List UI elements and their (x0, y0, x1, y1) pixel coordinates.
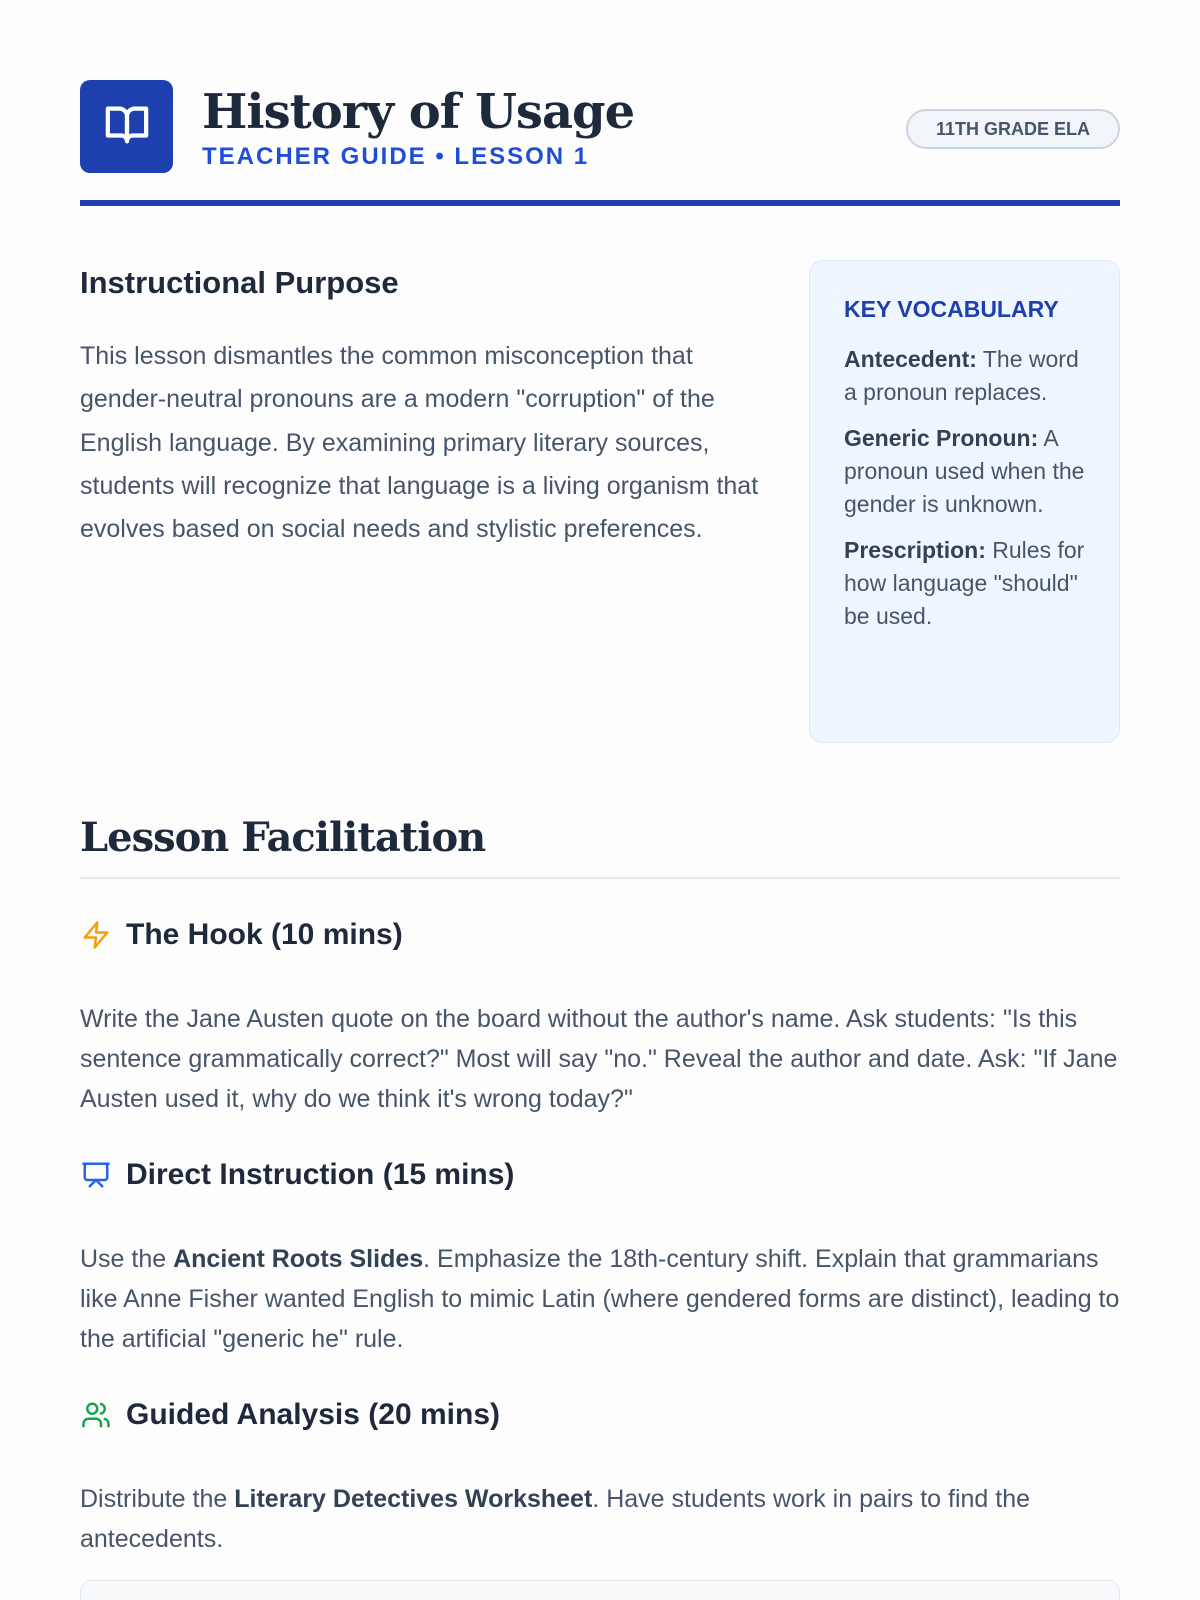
purpose-heading: Instructional Purpose (80, 265, 399, 300)
vocabulary-definition: The word a pronoun replaces. (844, 346, 1079, 405)
section-divider (80, 877, 1120, 879)
users-icon (80, 1399, 112, 1431)
step-text-direct-instruction (80, 1239, 1120, 1359)
step-title: Guided Analysis (20 mins) (126, 1398, 500, 1431)
header-divider (80, 200, 1120, 206)
vocabulary-item-generic-pronoun (844, 422, 1086, 521)
step-title: Direct Instruction (15 mins) (126, 1158, 515, 1191)
vocabulary-definition: Rules for how language "should" be used. (844, 537, 1085, 629)
worksheet-card (80, 1580, 1120, 1600)
vocabulary-item-antecedent (844, 343, 1086, 409)
page-subtitle: TEACHER GUIDE • LESSON 1 (202, 143, 590, 170)
step-heading-guided-analysis (80, 1395, 500, 1435)
vocabulary-title: KEY VOCABULARY (844, 296, 1059, 322)
resource-link-literary-detectives-worksheet: Literary Detectives Worksheet (234, 1485, 593, 1513)
page-header (80, 80, 1120, 174)
key-vocabulary-box (809, 260, 1120, 743)
presentation-board-icon (80, 1159, 112, 1191)
vocabulary-definition: A pronoun used when the gender is unknown. (844, 425, 1085, 517)
page-title: History of Usage (202, 84, 635, 140)
vocabulary-term: Generic Pronoun: (844, 425, 1039, 451)
open-book-icon (101, 101, 153, 152)
step-title: The Hook (10 mins) (126, 918, 403, 951)
vocabulary-term: Prescription: (844, 537, 986, 563)
teacher-guide-page (80, 0, 1120, 1600)
lesson-facilitation-heading: Lesson Facilitation (80, 814, 486, 861)
vocabulary-item-prescription (844, 534, 1086, 633)
vocabulary-term: Antecedent: (844, 346, 977, 372)
text-segment: . Have students work in pairs to find the antecedents. (80, 1485, 1031, 1553)
lightning-bolt-icon (80, 919, 112, 951)
step-heading-hook (80, 915, 403, 955)
step-heading-direct-instruction (80, 1155, 514, 1195)
purpose-text: This lesson dismantles the common misconception that gender-neutral pronouns are a modern "corruption" of the English language. By examining primary literary sources, students will recognize that language is a living organism that evolves based on social needs and stylistic preferences. (80, 342, 759, 544)
text-segment: Distribute the (80, 1485, 235, 1513)
grade-badge: 11TH GRADE ELA (906, 109, 1120, 149)
resource-link-ancient-roots-slides: Ancient Roots Slides (173, 1245, 424, 1273)
step-text-hook: Write the Jane Austen quote on the board without the author's name. Ask students: "Is this sentence grammatically correct?" Most will say "no." Reveal the author and date. Ask: "If Jane Austen used it, why do we think it's wrong today?" (80, 1005, 1118, 1113)
lesson-logo (80, 80, 173, 173)
text-segment: Use the (80, 1245, 174, 1273)
step-text-guided-analysis (80, 1479, 1120, 1559)
text-segment: . Emphasize the 18th-century shift. Explain that grammarians like Anne Fisher wanted English to mimic Latin (where gendered forms are distinct), leading to the artificial "generic he" rule. (80, 1245, 1120, 1353)
